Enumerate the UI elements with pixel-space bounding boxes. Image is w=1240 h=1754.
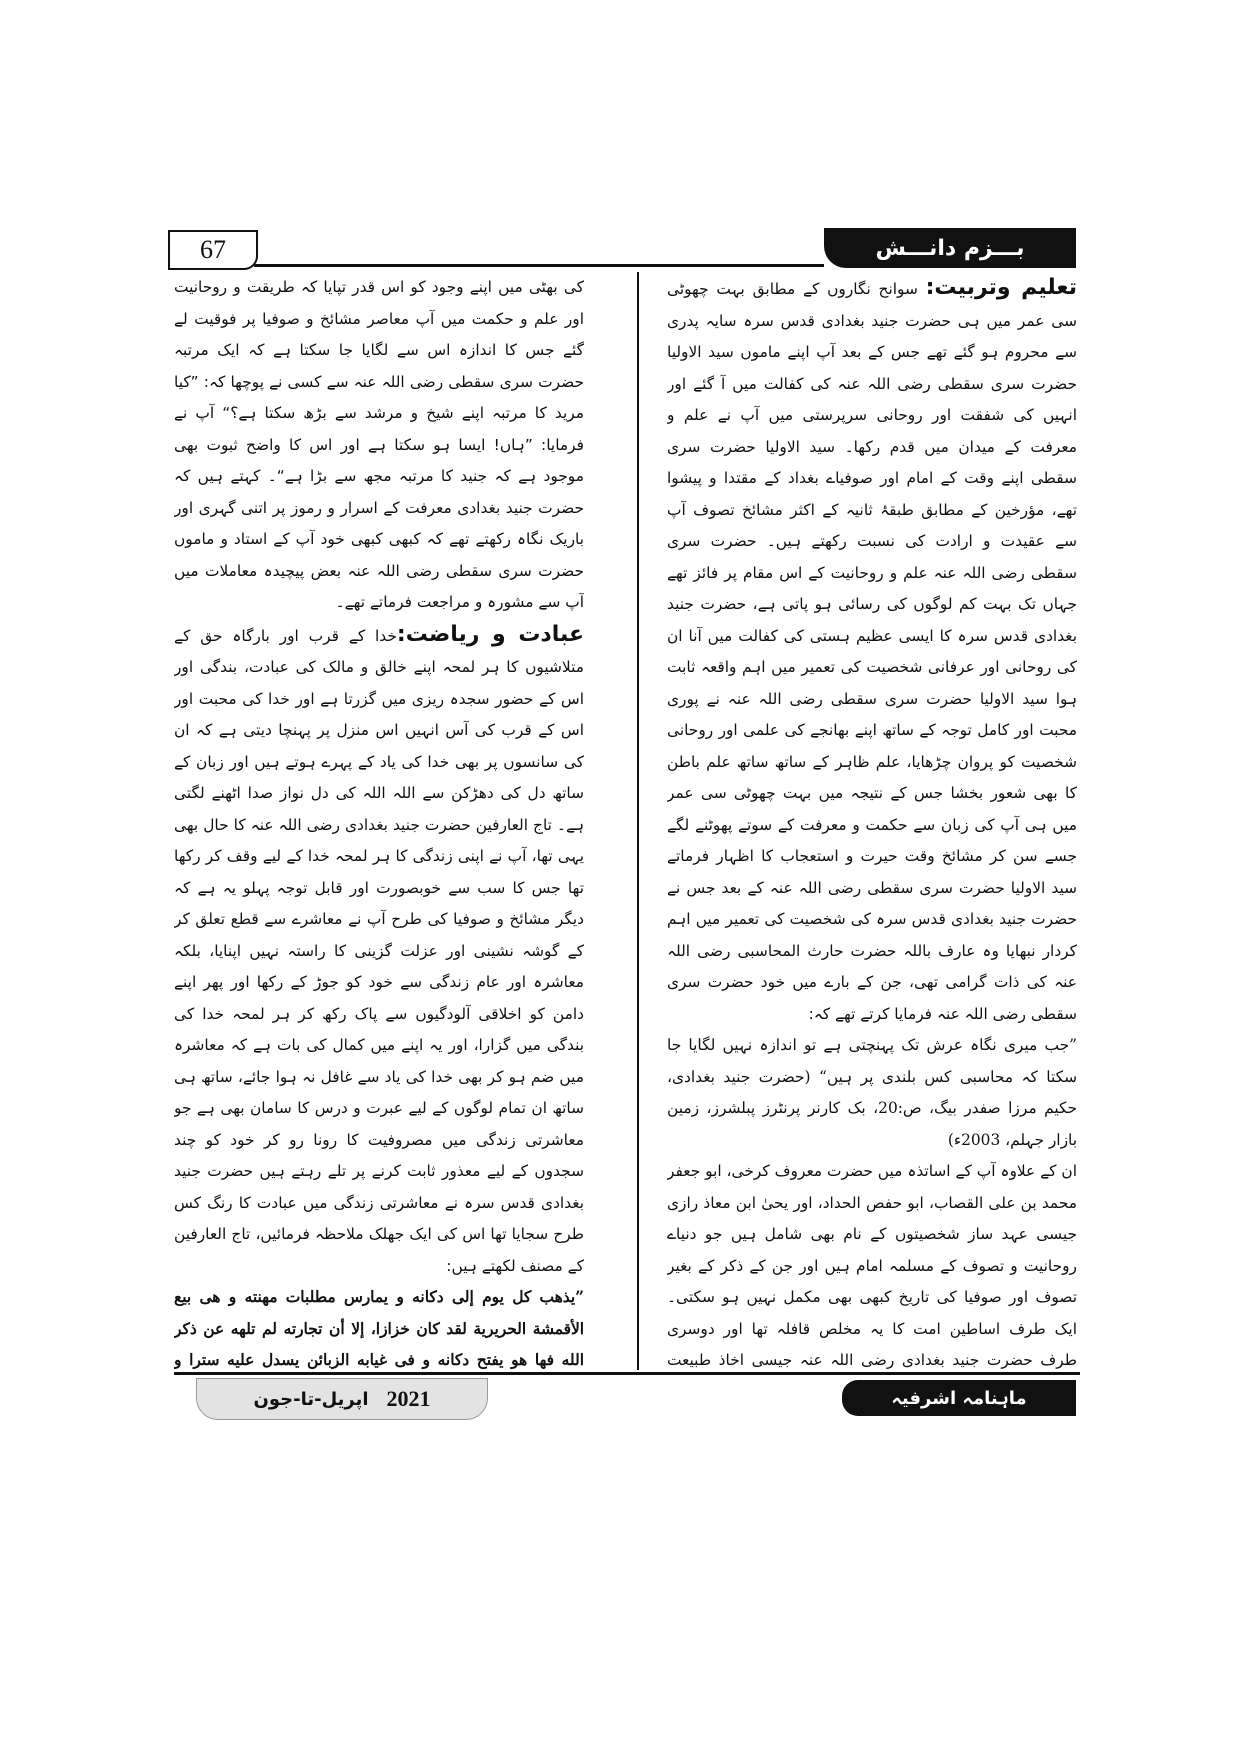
heading-education: تعلیم وتربیت: — [925, 275, 1077, 300]
right-text-1: سوانح نگاروں کے مطابق بہت چھوٹی سی عمر میں ہی حضرت جنید بغدادی قدس سرہ سایہ پدری سے محروم ہو گئے تھے جس کے بعد آپ اپنے ماموں سید الاولیا حضرت سری سقطی رضی اللہ عنہ کی کفالت میں آ گئے اور انہیں کی شفقت اور روحانی سرپرستی میں آپ نے علم و معرفت کے میدان میں قدم رکھا۔ سید الاولیا حضرت سری سقطی اپنے وقت کے امام اور صوفیاے بغداد کے مقتدا و پیشوا تھے، مؤرخین کے مطابق طبقۂ ثانیہ کے اکثر مشائخ تصوف آپ سے عقیدت و ارادت کی نسبت رکھتے ہیں۔ حضرت سری سقطی رضی اللہ عنہ علم و روحانیت کے اس مقام پر فائز تھے جہاں تک بہت کم لوگوں کی رسائی ہو پاتی ہے، حضرت جنید بغدادی قدس سرہ کا ایسی عظیم ہستی کی کفالت میں آنا ان کی روحانی اور عرفانی شخصیت کی تعمیر میں اہم واقعہ ثابت ہوا سید الاولیا حضرت سری سقطی رضی اللہ عنہ نے پوری محبت اور کامل توجہ کے ساتھ اپنے بھانجے کی علمی اور روحانی شخصیت کو پروان چڑھایا، علم ظاہر کے ساتھ ساتھ علم باطن کا بھی شعور بخشا جس کے نتیجہ میں بہت چھوٹی سی عمر میں ہی آپ کی زبان سے حکمت و معرفت کے سوتے پھوٹنے لگے جسے سن کر مشائخ وقت حیرت و استعجاب کا اظہار فرماتے سید الاولیا حضرت سری سقطی رضی اللہ عنہ کے بعد جس نے حضرت جنید بغدادی قدس سرہ کی شخصیت کی تعمیر میں اہم کردار نبھایا وہ عارف باللہ حضرت حارث المحاسبی رضی اللہ عنہ کی ذات گرامی تھی، جن کے بارے میں خود حضرت سری سقطی رضی اللہ عنہ فرمایا کرتے تھے کہ: — [667, 280, 1077, 1023]
right-column — [667, 272, 1077, 1370]
left-text-2: خدا کے قرب اور بارگاہ حق کے متلاشیوں کا ہر لمحہ اپنے خالق و مالک کی عبادت، بندگی اور اس کے حضور سجدہ ریزی میں گزرتا ہے اور خدا کی محبت اور اس کے قرب کی آس انہیں اس منزل پر پہنچا دیتی ہے کہ ان کی سانسوں پر بھی خدا کی یاد کے پہرے ہوتے ہیں اور زبان کے ساتھ دل کی دھڑکن سے اللہ اللہ کی دل نواز صدا اٹھنے لگتی ہے۔ تاج العارفین حضرت جنید بغدادی رضی اللہ عنہ کا حال بھی یہی تھا، آپ نے اپنی زندگی کا ہر لمحہ خدا کے لیے وقف کر رکھا تھا جس کا سب سے خوبصورت اور قابل توجہ پہلو یہ ہے کہ دیگر مشائخ و صوفیا کی طرح آپ نے معاشرے سے قطع تعلق کر کے گوشہ نشینی اور عزلت گزینی کا راستہ نہیں اپنایا، بلکہ معاشرہ اور عام زندگی سے خود کو جوڑ کے رکھا اور پھر اپنے دامن کو اخلاقی آلودگیوں سے پاک رکھ کر ہر لمحہ خدا کی بندگی میں گزارا، اور یہ اپنے میں کمال کی بات ہے کہ معاشرہ میں ضم ہو کر بھی خدا کی یاد سے غافل نہ ہوا جائے، ساتھ ہی ساتھ ان تمام لوگوں کے لیے عبرت و درس کا سامان بھی ہے جو معاشرتی زندگی میں مصروفیت کا رونا رو کر خود کو چند سجدوں کے لیے معذور ثابت کرنے پر تلے رہتے ہیں حضرت جنید بغدادی قدس سرہ نے معاشرتی زندگی میں عبادت کا رنگ کس طرح سجایا تھا اس کی ایک جھلک ملاحظہ فرمائیں، تاج العارفین کے مصنف لکھتے ہیں: — [174, 626, 584, 1275]
right-paragraph-1 — [667, 272, 1077, 1030]
column-divider — [637, 272, 639, 1370]
section-title: بـــزم دانـــش — [824, 228, 1076, 268]
left-column — [174, 272, 584, 1370]
heading-worship: عبادت و ریاضت: — [396, 621, 584, 647]
right-paragraph-2: ان کے علاوہ آپ کے اساتذہ میں حضرت معروف کرخی، ابو جعفر محمد بن علی القصاب، ابو حفص الحداد، اور یحیٰ ابن معاذ رازی جیسی عہد ساز شخصیتوں کے نام بھی شامل ہیں جو دنیاے روحانیت و تصوف کے مسلمہ امام ہیں اور جن کے ذکر کے بغیر تصوف اور صوفیا کی تاریخ کبھی بھی مکمل نہیں ہو سکتی۔ ایک طرف اساطین امت کا یہ مخلص قافلہ تھا اور دوسری طرف حضرت جنید بغدادی رضی اللہ عنہ جیسی اخاذ طبیعت — [667, 1162, 1077, 1369]
left-paragraph-1: کی بھٹی میں اپنے وجود کو اس قدر تپایا کہ طریقت و روحانیت اور علم و حکمت میں آپ معاصر مشائخ و صوفیا پر فوقیت لے گئے جس کا اندازہ اس سے لگایا جا سکتا ہے کہ ایک مرتبہ حضرت سری سقطی رضی اللہ عنہ سے کسی نے پوچھا کہ: ”کیا مرید کا مرتبہ اپنے شیخ و مرشد سے بڑھ سکتا ہے؟“ آپ نے فرمایا: ”ہاں! ایسا ہو سکتا ہے اور اس کا واضح ثبوت بھی موجود ہے کہ جنید کا مرتبہ مجھ سے بڑا ہے“۔ کہتے ہیں کہ حضرت جنید بغدادی معرفت کے اسرار و رموز پر اتنی گہری اور باریک نگاہ رکھتے تھے کہ کبھی کبھی خود آپ کے استاد و ماموں حضرت سری سقطی رضی اللہ عنہ بعض پیچیدہ معاملات میں آپ سے مشورہ و مراجعت فرماتے تھے۔ — [174, 278, 584, 611]
issue-year: 2021 — [386, 1386, 431, 1411]
page-number: 67 — [168, 230, 258, 270]
arabic-quote: ”یذهب کل یوم إلی دکانه و یمارس مطلبات مهنته و هی بیع الأقمشة الحریریة لقد کان خزازا، إلا أن تجارته لم تلهه عن ذکر الله فها هو یفتح دکانه و فی غیابه الزبائن یسدل علیه سترا و — [174, 1288, 584, 1369]
issue-label: اپریل-تا-جون — [253, 1388, 369, 1410]
left-paragraph-2 — [174, 619, 584, 1283]
magazine-name-badge: ماہنامہ اشرفیہ — [842, 1380, 1076, 1416]
right-quote: ”جب میری نگاہ عرش تک پہنچتی ہے تو اندازہ نہیں لگایا جا سکتا کہ محاسبی کس بلندی پر ہیں“ (حضرت جنید بغدادی، حکیم مرزا صفدر بیگ، ص:20، بک کارنر پرنٹرز پبلشرز، زمین بازار جہلم، 2003ء) — [667, 1036, 1077, 1149]
footer-rule — [174, 1372, 1080, 1375]
header-rule — [254, 264, 824, 267]
issue-date-badge — [196, 1378, 488, 1420]
